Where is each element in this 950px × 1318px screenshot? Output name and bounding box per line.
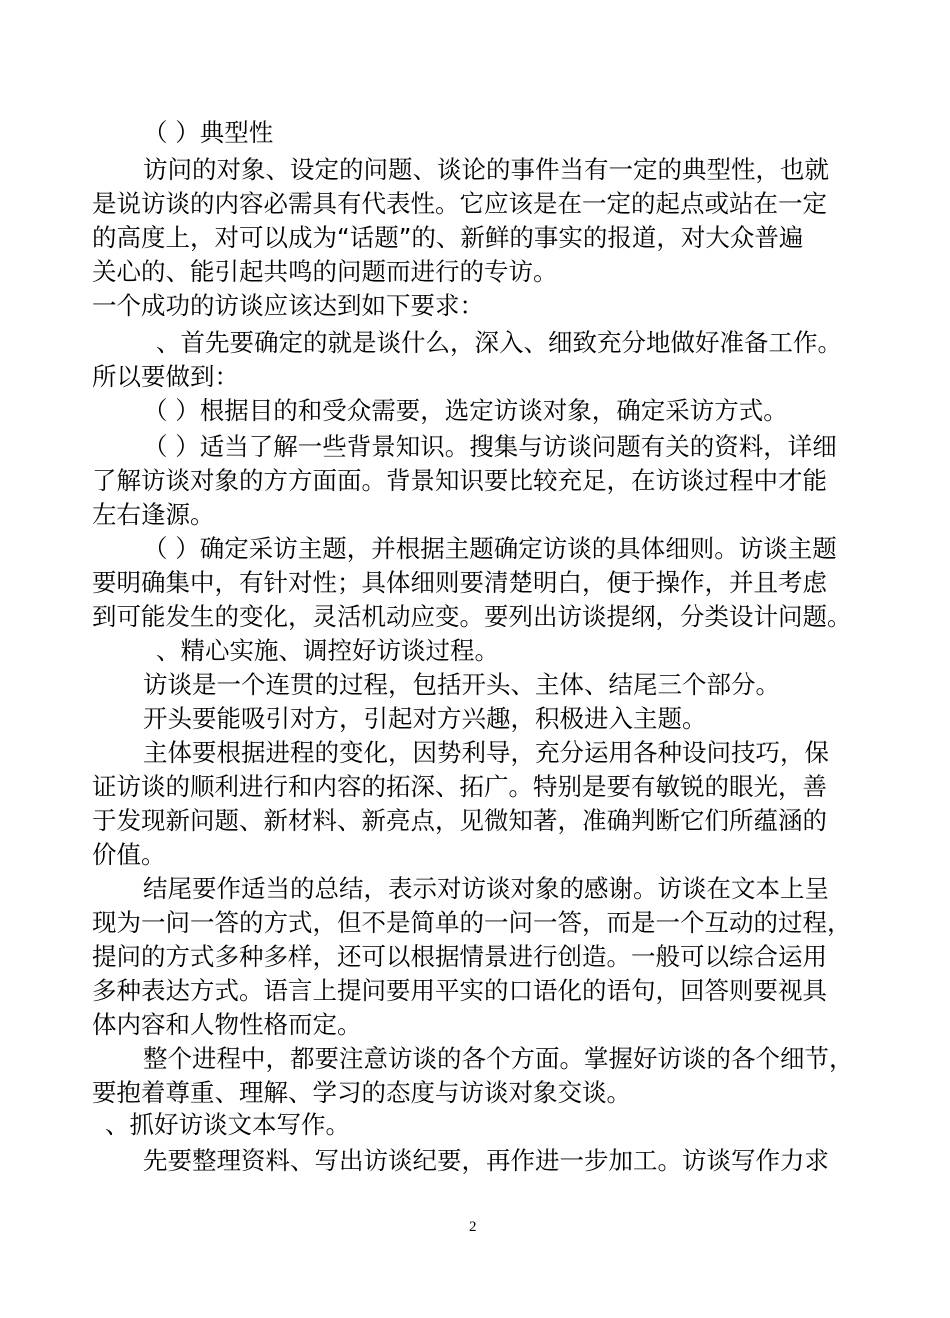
text-line: 要明确集中，有针对性；具体细则要清楚明白，便于操作，并且考虑 (92, 568, 827, 597)
text-line: 价值。 (92, 840, 166, 869)
text-line: 所以要做到： (92, 362, 239, 391)
text-line: 访问的对象、设定的问题、谈论的事件当有一定的典型性，也就 (143, 155, 829, 184)
text-line: 提问的方式多种多样，还可以根据情景进行创造。一般可以综合运用 (92, 942, 827, 971)
text-line: （ ）适当了解一些背景知识。搜集与访谈问题有关的资料，详细 (143, 432, 837, 461)
text-line: 访谈是一个连贯的过程，包括开头、主体、结尾三个部分。 (143, 670, 780, 699)
text-line: 整个进程中，都要注意访谈的各个方面。掌握好访谈的各个细节， (143, 1044, 854, 1073)
text-line: 要抱着尊重、理解、学习的态度与访谈对象交谈。 (92, 1078, 631, 1107)
text-line: 结尾要作适当的总结，表示对访谈对象的感谢。访谈在文本上呈 (143, 874, 829, 903)
text-line: 左右逢源。 (92, 500, 215, 529)
text-line: 了解访谈对象的方方面面。背景知识要比较充足，在访谈过程中才能 (92, 466, 827, 495)
text-line: 主体要根据进程的变化，因势利导，充分运用各种设问技巧，保 (143, 738, 829, 767)
text-line: （ ）根据目的和受众需要，选定访谈对象，确定采访方式。 (143, 396, 788, 425)
text-line: 关心的、能引起共鸣的问题而进行的专访。 (92, 257, 558, 286)
text-line: 是说访谈的内容必需具有代表性。它应该是在一定的起点或站在一定 (92, 189, 827, 218)
text-line: 先要整理资料、写出访谈纪要，再作进一步加工。访谈写作力求 (143, 1146, 829, 1175)
text-line: 开头要能吸引对方，引起对方兴趣，积极进入主题。 (143, 704, 707, 733)
text-line: 于发现新问题、新材料、新亮点，见微知著，准确判断它们所蕴涵的 (92, 806, 827, 835)
text-line: 、精心实施、调控好访谈过程。 (156, 636, 499, 665)
text-line: 、抓好访谈文本写作。 (105, 1110, 350, 1139)
text-line: 一个成功的访谈应该达到如下要求： (92, 291, 484, 320)
text-line: 的高度上，对可以成为“话题”的、新鲜的事实的报道，对大众普遍 (92, 223, 804, 252)
text-line: 、首先要确定的就是谈什么，深入、细致充分地做好准备工作。 (156, 328, 842, 357)
text-line: 多种表达方式。语言上提问要用平实的口语化的语句，回答则要视具 (92, 976, 827, 1005)
text-line: （ ）确定采访主题，并根据主题确定访谈的具体细则。访谈主题 (143, 534, 837, 563)
text-line: 到可能发生的变化，灵活机动应变。要列出访谈提纲，分类设计问题。 (92, 602, 852, 631)
text-line: 现为一问一答的方式，但不是简单的一问一答，而是一个互动的过程， (92, 908, 852, 937)
text-line: 体内容和人物性格而定。 (92, 1010, 362, 1039)
page-number: 2 (469, 1219, 477, 1235)
text-line: 证访谈的顺利进行和内容的拓深、拓广。特别是要有敏锐的眼光，善 (92, 772, 827, 801)
section-heading: （ ）典型性 (143, 118, 274, 147)
